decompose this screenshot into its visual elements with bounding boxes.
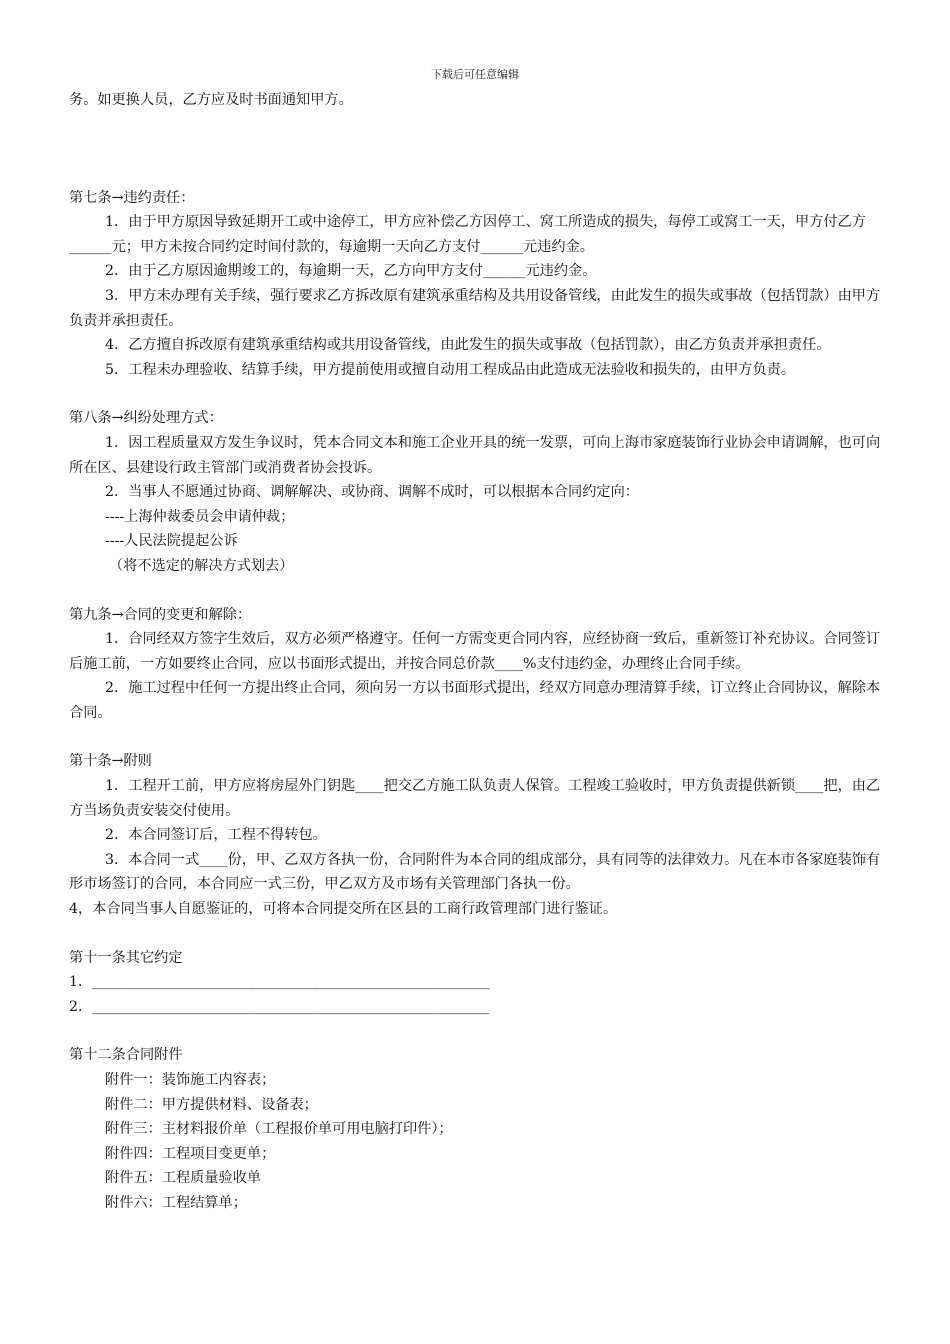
article-8-note: （将不选定的解决方式划去）	[109, 557, 294, 574]
article-8-option: ----上海仲裁委员会申请仲裁；	[105, 508, 295, 525]
attachment-item: 附件五：工程质量验收单	[105, 1170, 262, 1187]
attachment-item: 附件二：甲方提供材料、设备表；	[105, 1096, 318, 1113]
continuation-line: 务。如更换人员，乙方应及时书面通知甲方。	[69, 92, 353, 108]
article-8-item: 1．因工程质量双方发生争议时，凭本合同文本和施工企业开具的统一发票，可向上海市家庭装饰行业协会申请调解，也可向所在区、县建设行政主管部门或消费者协会投诉。	[69, 434, 881, 476]
attachment-item: 附件三：主材料报价单（工程报价单可用电脑打印件）；	[105, 1121, 453, 1138]
article-7-item: 5．工程未办理验收、结算手续，甲方提前使用或擅自动用工程成品由此造成无法验收和损失的，由甲方负责。	[105, 361, 796, 378]
article-10-title: 第十条→附则	[69, 753, 152, 770]
article-10-item: 1．工程开工前，甲方应将房屋外门钥匙____把交乙方施工队负责人保管。工程竣工验收时，甲方负责提供新锁____把，由乙方当场负责安装交付使用。	[69, 778, 881, 819]
article-11-title: 第十一条其它约定	[69, 949, 183, 966]
article-8-item: 2．当事人不愿通过协商、调解解决、或协商、调解不成时，可以根据本合同约定向：	[105, 484, 639, 501]
article-10-item: 2．本合同签订后，工程不得转包。	[105, 827, 327, 844]
attachment-item: 附件四：工程项目变更单；	[105, 1145, 276, 1162]
article-7-item: 2．由于乙方原因逾期竣工的，每逾期一天，乙方向甲方支付______元违约金。	[105, 263, 597, 280]
attachment-item: 附件一：装饰施工内容表；	[105, 1072, 276, 1088]
article-7-item: 3．甲方未办理有关手续，强行要求乙方拆改原有建筑承重结构及共用设备管线，由此发生的损失或事故（包括罚款）由甲方负责并承担责任。	[69, 287, 881, 329]
attachment-item: 附件六：工程结算单；	[105, 1194, 247, 1211]
article-12-title: 第十二条合同附件	[69, 1047, 183, 1064]
article-7-item: 1．由于甲方原因导致延期开工或中途停工，甲方应补偿乙方因停工、窝工所造成的损失，每停工或窝工一天，甲方付乙方______元；甲方未按合同约定时间付款的，每逾期一天向乙方支付______元违约金。	[69, 214, 866, 255]
page-header: 下载后可任意编辑	[431, 68, 519, 81]
article-8-option: ----人民法院提起公诉	[105, 533, 238, 550]
article-8-title: 第八条→纠纷处理方式：	[69, 410, 223, 427]
article-7-title: 第七条→违约责任：	[69, 189, 195, 206]
other-agreement-line: 1．________________________________________________________	[69, 974, 490, 991]
other-agreement-line: 2．________________________________________________________	[69, 998, 490, 1015]
article-9-item: 2．施工过程中任何一方提出终止合同，须向另一方以书面形式提出，经双方同意办理清算手续，订立终止合同协议，解除本合同。	[69, 680, 881, 721]
article-9-item: 1．合同经双方签字生效后，双方必须严格遵守。任何一方需变更合同内容，应经协商一致后，重新签订补充协议。合同签订后施工前，一方如要终止合同，应以书面形式提出，并按合同总价款____%支付违约金，办理终止合同手续。	[69, 631, 881, 672]
article-10-item: 3．本合同一式____份，甲、乙双方各执一份，合同附件为本合同的组成部分，具有同等的法律效力。凡在本市各家庭装饰有形市场签订的合同，本合同应一式三份，甲乙双方及市场有关管理部门各执一份。	[69, 851, 881, 893]
article-10-item-4: 4，本合同当事人自愿鉴证的，可将本合同提交所在区县的工商行政管理部门进行鉴证。	[69, 901, 618, 918]
article-9-title: 第九条→合同的变更和解除：	[69, 606, 252, 623]
contract-body	[69, 88, 885, 1216]
article-7-item: 4．乙方擅自拆改原有建筑承重结构或共用设备管线，由此发生的损失或事故（包括罚款），由乙方负责并承担责任。	[105, 337, 831, 354]
